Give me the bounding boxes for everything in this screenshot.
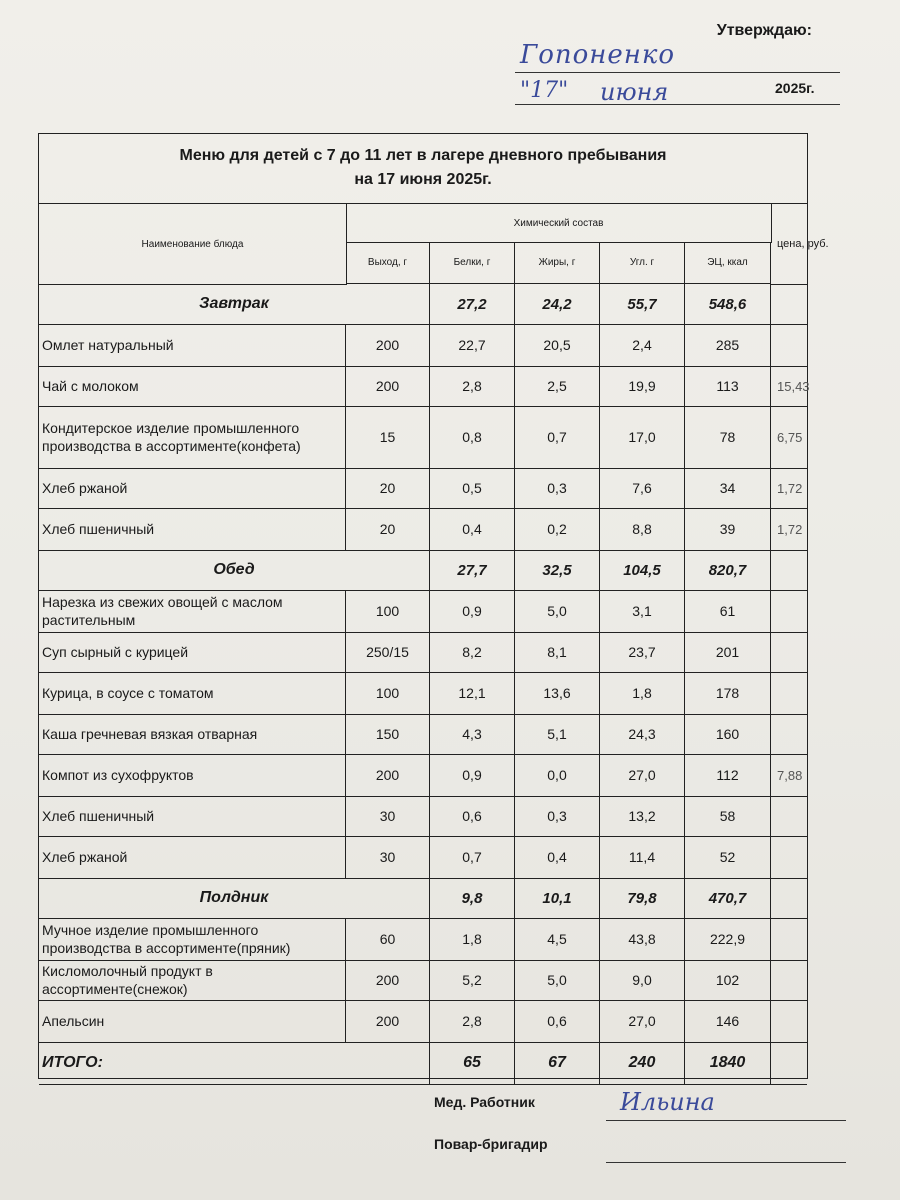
- kcal-total: 1840: [685, 1042, 771, 1084]
- output-value: 15: [346, 406, 430, 468]
- kcal-value: 113: [685, 366, 771, 406]
- fat-value: 5,0: [515, 960, 600, 1000]
- fat-value: 0,3: [515, 468, 600, 508]
- output-value: 20: [346, 508, 430, 550]
- price-value: [771, 284, 807, 324]
- carbs-value: 1,8: [600, 672, 685, 714]
- approve-month: июня: [600, 78, 669, 106]
- fat-value: 4,5: [515, 918, 600, 960]
- fat-value: 20,5: [515, 324, 600, 366]
- table-row: [39, 406, 807, 469]
- fat-value: 0,0: [515, 754, 600, 796]
- kcal-value: 285: [685, 324, 771, 366]
- output-value: 200: [346, 366, 430, 406]
- fat-total: 32,5: [515, 550, 600, 590]
- table-row: [39, 754, 807, 797]
- fat-value: 0,2: [515, 508, 600, 550]
- fat-value: 0,4: [515, 836, 600, 878]
- output-value: 30: [346, 836, 430, 878]
- protein-value: 22,7: [430, 324, 515, 366]
- table-row: [39, 960, 807, 1001]
- price-value: [771, 960, 807, 1000]
- price-value: [771, 878, 807, 918]
- carbs-value: 9,0: [600, 960, 685, 1000]
- kcal-total: 820,7: [685, 550, 771, 590]
- protein-value: 4,3: [430, 714, 515, 754]
- total-row: [39, 1042, 807, 1085]
- protein-value: 5,2: [430, 960, 515, 1000]
- carbs-value: 19,9: [600, 366, 685, 406]
- price-value: [771, 836, 807, 878]
- price-value: 15,43: [777, 378, 810, 394]
- total-label: ИТОГО:: [39, 1042, 430, 1084]
- carbs-value: 23,7: [600, 632, 685, 672]
- price-value: [771, 714, 807, 754]
- dish-name: Мучное изделие промышленного производства в ассортименте(пряник): [39, 918, 346, 960]
- dish-name: Кондитерское изделие промышленного производства в ассортименте(конфета): [39, 406, 346, 468]
- price-value: [771, 1042, 807, 1084]
- table-row: [39, 590, 807, 633]
- dish-name: Хлеб пшеничный: [39, 796, 346, 836]
- kcal-value: 222,9: [685, 918, 771, 960]
- med-worker-sign-line: [606, 1120, 846, 1121]
- price-value: [771, 796, 807, 836]
- fat-value: 13,6: [515, 672, 600, 714]
- header-col-protein: Белки, г: [430, 242, 515, 284]
- price-value: 1,72: [777, 480, 803, 496]
- kcal-value: 34: [685, 468, 771, 508]
- kcal-value: 58: [685, 796, 771, 836]
- fat-value: 2,5: [515, 366, 600, 406]
- price-value: [771, 1000, 807, 1042]
- dish-name: Омлет натуральный: [39, 324, 346, 366]
- fat-value: 0,6: [515, 1000, 600, 1042]
- carbs-value: 8,8: [600, 508, 685, 550]
- protein-value: 0,6: [430, 796, 515, 836]
- protein-value: 8,2: [430, 632, 515, 672]
- carbs-value: 11,4: [600, 836, 685, 878]
- dish-name: Кисломолочный продукт в ассортименте(снежок): [39, 960, 346, 1000]
- dish-name: Хлеб ржаной: [39, 836, 346, 878]
- dish-name: Хлеб ржаной: [39, 468, 346, 508]
- output-value: 100: [346, 590, 430, 632]
- protein-total: 9,8: [430, 878, 515, 918]
- carbs-value: 13,2: [600, 796, 685, 836]
- header-chem-composition: Химический состав: [346, 204, 772, 243]
- protein-value: 0,9: [430, 754, 515, 796]
- menu-table: [38, 133, 829, 1079]
- protein-value: 0,5: [430, 468, 515, 508]
- output-value: 200: [346, 754, 430, 796]
- carbs-value: 7,6: [600, 468, 685, 508]
- carbs-value: 24,3: [600, 714, 685, 754]
- carbs-total: 240: [600, 1042, 685, 1084]
- cook-label: Повар-бригадир: [434, 1136, 548, 1152]
- header-col-fat: Жиры, г: [515, 242, 600, 284]
- carbs-total: 79,8: [600, 878, 685, 918]
- fat-value: 8,1: [515, 632, 600, 672]
- carbs-value: 27,0: [600, 1000, 685, 1042]
- price-value: [771, 550, 807, 590]
- kcal-total: 548,6: [685, 284, 771, 324]
- kcal-value: 146: [685, 1000, 771, 1042]
- protein-total: 27,7: [430, 550, 515, 590]
- date-line: [515, 104, 840, 105]
- price-value: [771, 590, 807, 632]
- price-value: 6,75: [777, 429, 803, 445]
- carbs-total: 104,5: [600, 550, 685, 590]
- section-row: [39, 550, 807, 591]
- dish-name: Каша гречневая вязкая отварная: [39, 714, 346, 754]
- output-value: 250/15: [346, 632, 430, 672]
- kcal-value: 102: [685, 960, 771, 1000]
- price-value: [771, 672, 807, 714]
- fat-total: 24,2: [515, 284, 600, 324]
- price-value: [771, 324, 807, 366]
- title-line-2: на 17 июня 2025г.: [354, 171, 492, 188]
- approve-year: 2025г.: [775, 80, 815, 96]
- protein-total: 27,2: [430, 284, 515, 324]
- fat-total: 67: [515, 1042, 600, 1084]
- table-row: [39, 324, 807, 367]
- dish-name: Суп сырный с курицей: [39, 632, 346, 672]
- carbs-value: 3,1: [600, 590, 685, 632]
- output-value: 200: [346, 1000, 430, 1042]
- section-name: Завтрак: [39, 284, 430, 324]
- dish-name: Нарезка из свежих овощей с маслом растительным: [39, 590, 346, 632]
- table-row: [39, 468, 807, 509]
- kcal-value: 178: [685, 672, 771, 714]
- dish-name: Курица, в соусе с томатом: [39, 672, 346, 714]
- table-row: [39, 836, 807, 879]
- price-value: 1,72: [777, 521, 803, 537]
- menu-title: [39, 134, 807, 204]
- kcal-value: 61: [685, 590, 771, 632]
- med-worker-signature: Ильина: [620, 1088, 715, 1116]
- protein-value: 2,8: [430, 1000, 515, 1042]
- kcal-value: 160: [685, 714, 771, 754]
- cook-sign-line: [606, 1162, 846, 1163]
- kcal-total: 470,7: [685, 878, 771, 918]
- output-value: 200: [346, 960, 430, 1000]
- table-row: [39, 714, 807, 755]
- kcal-value: 201: [685, 632, 771, 672]
- fat-value: 5,0: [515, 590, 600, 632]
- table-row: [39, 632, 807, 673]
- carbs-total: 55,7: [600, 284, 685, 324]
- table-row: [39, 796, 807, 837]
- dish-name: Апельсин: [39, 1000, 346, 1042]
- approve-signature: Гопоненко: [520, 40, 676, 70]
- header-col-output: Выход, г: [346, 242, 430, 284]
- table-row: [39, 672, 807, 715]
- dish-name: Хлеб пшеничный: [39, 508, 346, 550]
- section-row: [39, 284, 807, 325]
- approve-day: "17": [520, 78, 569, 103]
- header-dish-name: Наименование блюда: [39, 204, 347, 285]
- table-row: [39, 366, 810, 407]
- section-name: Полдник: [39, 878, 430, 918]
- title-line-1: Меню для детей с 7 до 11 лет в лагере дневного пребывания: [179, 147, 667, 164]
- output-value: 100: [346, 672, 430, 714]
- header-price-label: цена, руб.: [777, 238, 829, 250]
- med-worker-label: Мед. Работник: [434, 1094, 535, 1110]
- price-value: [771, 632, 807, 672]
- header-price: [771, 204, 829, 285]
- output-value: 60: [346, 918, 430, 960]
- dish-name: Чай с молоком: [39, 366, 346, 406]
- output-value: 150: [346, 714, 430, 754]
- price-value: [771, 918, 807, 960]
- protein-value: 0,9: [430, 590, 515, 632]
- fat-value: 0,3: [515, 796, 600, 836]
- protein-value: 2,8: [430, 366, 515, 406]
- kcal-value: 52: [685, 836, 771, 878]
- protein-value: 0,8: [430, 406, 515, 468]
- kcal-value: 112: [685, 754, 771, 796]
- output-value: 200: [346, 324, 430, 366]
- table-row: [39, 918, 807, 961]
- approve-label: Утверждаю:: [716, 22, 812, 39]
- header-col-carbs: Угл. г: [600, 242, 685, 284]
- output-value: 20: [346, 468, 430, 508]
- carbs-value: 2,4: [600, 324, 685, 366]
- output-value: 30: [346, 796, 430, 836]
- section-row: [39, 878, 807, 919]
- protein-value: 0,7: [430, 836, 515, 878]
- fat-value: 5,1: [515, 714, 600, 754]
- signature-line: [515, 72, 840, 73]
- carbs-value: 43,8: [600, 918, 685, 960]
- protein-total: 65: [430, 1042, 515, 1084]
- carbs-value: 17,0: [600, 406, 685, 468]
- protein-value: 12,1: [430, 672, 515, 714]
- kcal-value: 78: [685, 406, 771, 468]
- table-row: [39, 1000, 807, 1043]
- fat-value: 0,7: [515, 406, 600, 468]
- price-value: 7,88: [777, 767, 803, 783]
- table-row: [39, 508, 807, 551]
- dish-name: Компот из сухофруктов: [39, 754, 346, 796]
- section-name: Обед: [39, 550, 430, 590]
- kcal-value: 39: [685, 508, 771, 550]
- fat-total: 10,1: [515, 878, 600, 918]
- protein-value: 0,4: [430, 508, 515, 550]
- carbs-value: 27,0: [600, 754, 685, 796]
- protein-value: 1,8: [430, 918, 515, 960]
- header-col-kcal: ЭЦ, ккал: [685, 242, 771, 284]
